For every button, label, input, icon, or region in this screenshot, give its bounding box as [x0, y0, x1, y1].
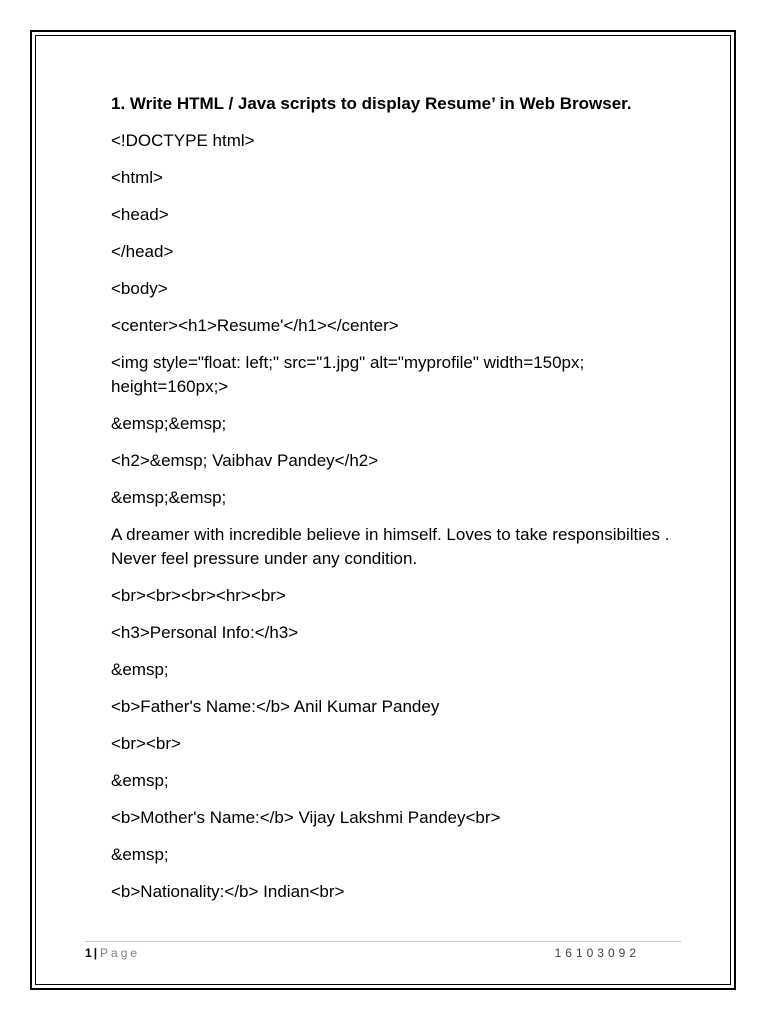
- code-line-emsp-2: &emsp;&emsp;: [111, 488, 227, 507]
- code-line-head-close: </head>: [111, 242, 174, 261]
- footer-separator: |: [93, 946, 98, 960]
- code-line-body-open: <body>: [111, 279, 168, 298]
- footer-page-number: 1: [85, 946, 92, 960]
- code-line-emsp-4: &emsp;: [111, 771, 169, 790]
- footer-rule: [85, 941, 681, 942]
- code-line-head-open: <head>: [111, 205, 169, 224]
- code-line-h3: <h3>Personal Info:</h3>: [111, 623, 299, 642]
- code-line-emsp-3: &emsp;: [111, 660, 169, 679]
- code-line-h2: <h2>&emsp; Vaibhav Pandey</h2>: [111, 451, 379, 470]
- code-line-br-hr: <br><br><br><hr><br>: [111, 586, 286, 605]
- code-line-center-h1: <center><h1>Resume'</h1></center>: [111, 316, 399, 335]
- code-line-emsp-5: &emsp;: [111, 845, 169, 864]
- question-heading: 1. Write HTML / Java scripts to display Resume’ in Web Browser.: [111, 94, 632, 113]
- code-line-br-br: <br><br>: [111, 734, 181, 753]
- footer-doc-id: 16103092: [554, 946, 640, 960]
- code-line-doctype: <!DOCTYPE html>: [111, 131, 255, 150]
- code-line-img: <img style="float: left;" src="1.jpg" alt="myprofile" width=150px; height=160px;>: [111, 353, 589, 396]
- code-line-nationality: <b>Nationality:</b> Indian<br>: [111, 882, 345, 901]
- code-line-html-open: <html>: [111, 168, 163, 187]
- code-line-description: A dreamer with incredible believe in himself. Loves to take responsibilties . Never feel pressure under any condition.: [111, 525, 675, 568]
- document-body: [111, 92, 691, 917]
- code-line-mother: <b>Mother's Name:</b> Vijay Lakshmi Pandey<br>: [111, 808, 501, 827]
- code-line-emsp-1: &emsp;&emsp;: [111, 414, 227, 433]
- footer-page-label: Page: [100, 946, 141, 960]
- footer-page-info: [85, 945, 140, 961]
- code-line-father: <b>Father's Name:</b> Anil Kumar Pandey: [111, 697, 440, 716]
